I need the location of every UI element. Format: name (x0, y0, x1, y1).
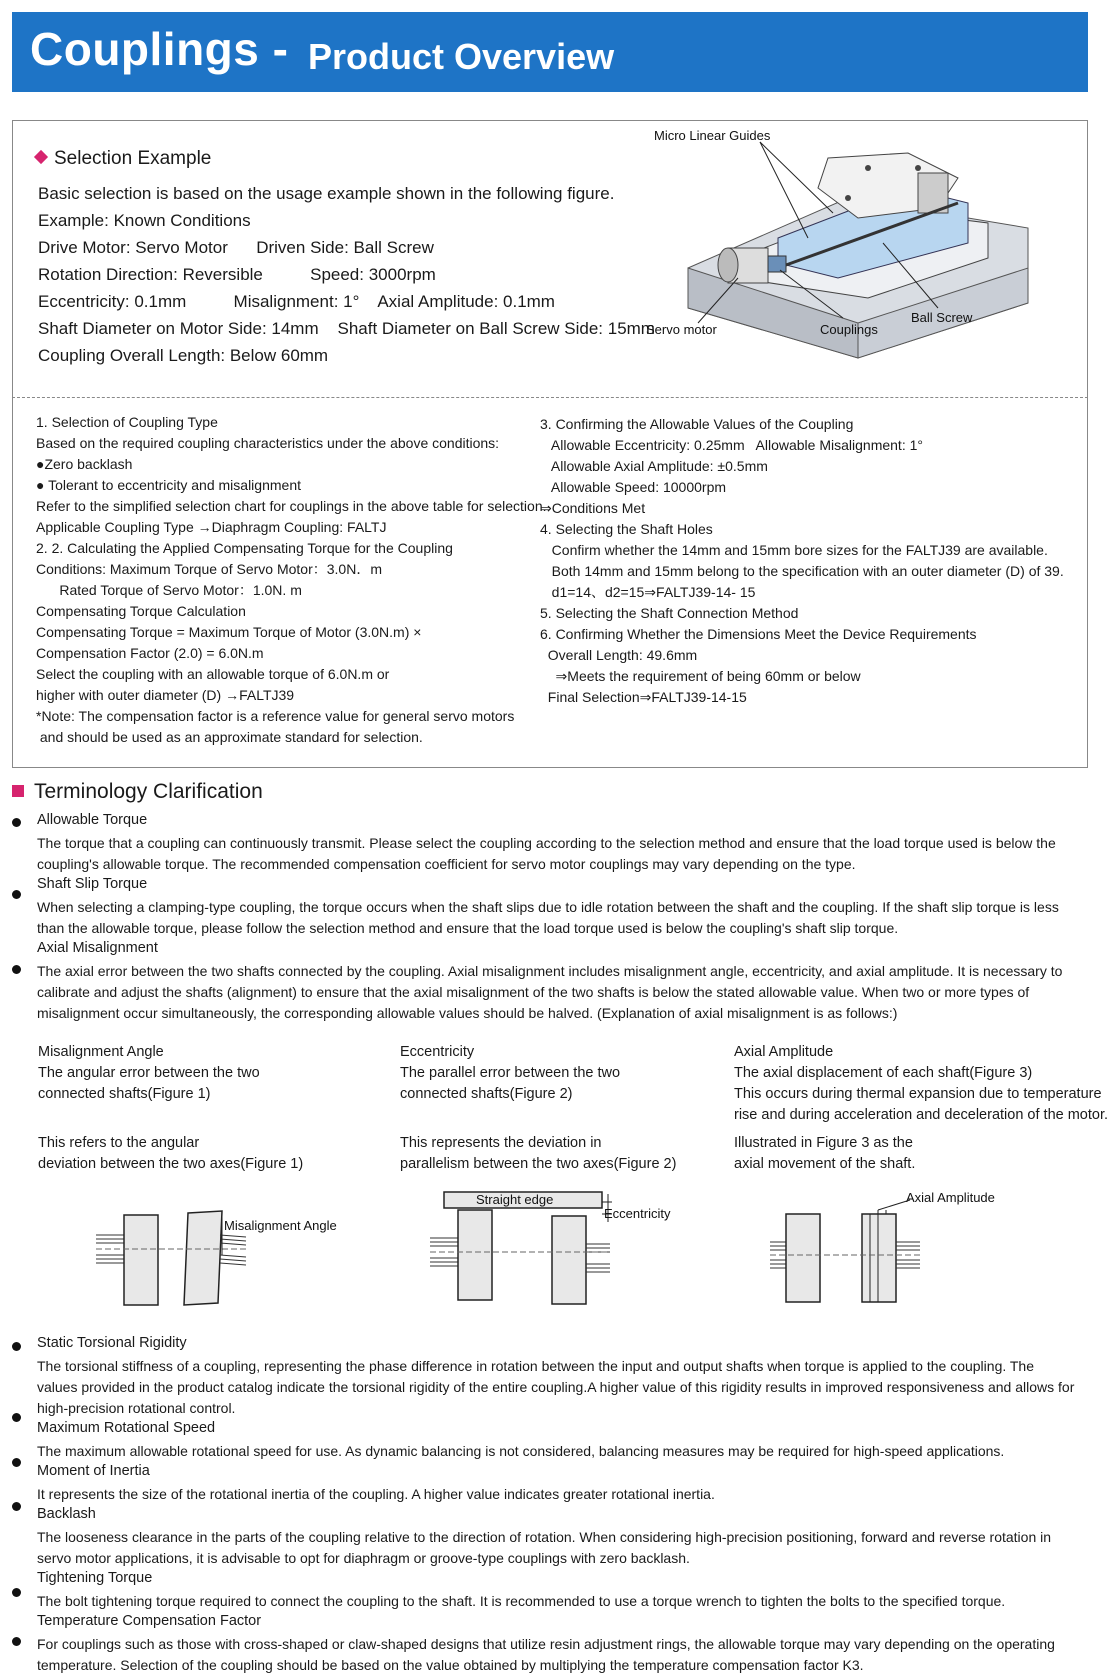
step-right-3: Allowable Speed: 10000rpm (540, 479, 727, 495)
term-axial-misalignment: Axial Misalignment (37, 940, 158, 956)
bullet-icon (12, 1637, 21, 1646)
step-right-2: Allowable Axial Amplitude: ±0.5mm (540, 458, 768, 474)
axial-amplitude-title: Axial Amplitude (734, 1044, 834, 1060)
step-right-5: 4. Selecting the Shaft Holes (540, 521, 713, 537)
label-axial-amplitude: Axial Amplitude (906, 1190, 995, 1205)
step-right-4: ⇒Conditions Met (540, 500, 646, 516)
eccentricity-title: Eccentricity (400, 1044, 475, 1060)
step-left-12: Select the coupling with an allowable torque of 6.0N.m or (36, 666, 390, 682)
step-left-2: ●Zero backlash (36, 456, 133, 472)
axial-amplitude-figure (770, 1190, 1010, 1305)
selection-line: Drive Motor: Servo Motor Driven Side: Ball Screw (38, 238, 434, 257)
term-allowable-torque: Allowable Torque (37, 812, 148, 828)
bullet-icon (12, 1502, 21, 1511)
step-right-12: ⇒Meets the requirement of being 60mm or below (540, 668, 861, 684)
term-desc: The torque that a coupling can continuously transmit. Please select the coupling according to the selection method and ensure that the load torque used is below the coupling's allowable torque. The recommended compensation coefficient for servo motor couplings may vary depending on the type. (37, 835, 1056, 872)
step-left-1: Based on the required coupling characteristics under the above conditions: (36, 435, 500, 451)
term-desc: The axial error between the two shafts connected by the coupling. Axial misalignment includes misalignment angle, eccentricity, and axial amplitude. It is necessary to calibrate and adjust the shafts (alignment) to ensure that the axial misalignment of the two shafts is below the stated allowable value. When two or more types of misalignment occur simultaneously, the corresponding allowable values should be halved. (Explanation of axial misalignment is as follows:) (37, 963, 1063, 1021)
selection-line: Coupling Overall Length: Below 60mm (38, 346, 329, 365)
selection-line: Shaft Diameter on Motor Side: 14mm Shaft Diameter on Ball Screw Side: 15mm (38, 319, 655, 338)
axial-amplitude-desc: axial movement of the shaft. (734, 1156, 916, 1172)
step-left-6: 2. 2. Calculating the Applied Compensating Torque for the Coupling (36, 540, 453, 556)
misalign-angle-desc: deviation between the two axes(Figure 1) (38, 1156, 304, 1172)
step-right-11: Overall Length: 49.6mm (540, 647, 698, 663)
step-right-10: 6. Confirming Whether the Dimensions Meet the Device Requirements (540, 626, 977, 642)
eccentricity-figure (430, 1190, 690, 1305)
axial-amplitude-desc: rise and during acceleration and deceleration of the motor. (734, 1107, 1108, 1123)
axial-amplitude-desc: The axial displacement of each shaft(Figure 3) (734, 1065, 1033, 1081)
selection-line: Rotation Direction: Reversible Speed: 3000rpm (38, 265, 436, 284)
bullet-icon (12, 1458, 21, 1467)
selection-line: Eccentricity: 0.1mm Misalignment: 1° Axial Amplitude: 0.1mm (38, 292, 555, 311)
step-left-13: higher with outer diameter (D) →FALTJ39 (36, 687, 295, 703)
step-left-14: *Note: The compensation factor is a reference value for general servo motors (36, 708, 515, 724)
term-tightening-torque: Tightening Torque (37, 1570, 153, 1586)
step-left-4: Refer to the simplified selection chart for couplings in the above table for selection. (36, 498, 547, 514)
selection-example-title: Selection Example (36, 148, 211, 170)
misalign-angle-title: Misalignment Angle (38, 1044, 164, 1060)
diamond-bullet-icon (34, 150, 48, 164)
bullet-icon (12, 890, 21, 899)
eccentricity-desc: The parallel error between the two (400, 1065, 621, 1081)
step-right-7: Both 14mm and 15mm belong to the specification with an outer diameter (D) of 39. (540, 563, 1064, 579)
page-header (12, 12, 1088, 92)
step-right-1: Allowable Eccentricity: 0.25mm Allowable Misalignment: 1° (540, 437, 923, 453)
bullet-icon (12, 818, 21, 827)
bullet-icon (12, 965, 21, 974)
square-bullet-icon (12, 785, 24, 797)
term-static-torsional-rigidity: Static Torsional Rigidity (37, 1335, 187, 1351)
step-left-3: ● Tolerant to eccentricity and misalignment (36, 477, 301, 493)
page-title: Couplings - (30, 23, 289, 75)
step-left-5: Applicable Coupling Type →Diaphragm Coupling: FALTJ (36, 519, 387, 535)
misalign-angle-desc: connected shafts(Figure 1) (38, 1086, 211, 1102)
step-right-8: d1=14、d2=15⇒FALTJ39-14- 15 (540, 584, 756, 600)
axial-amplitude-desc: This occurs during thermal expansion due to temperature (734, 1086, 1102, 1102)
step-right-6: Confirm whether the 14mm and 15mm bore sizes for the FALTJ39 are available. (540, 542, 1048, 558)
term-desc: For couplings such as those with cross-shaped or claw-shaped designs that utilize resin adjustment rings, the allowable torque may vary depending on the operating temperature. Selection of the coupling should be based on the value obtained by multiplying the temperature compensation factor K3. (37, 1636, 1055, 1673)
step-left-8: Rated Torque of Servo Motor：1.0N. m (36, 582, 302, 598)
label-ball-screw: Ball Screw (911, 310, 973, 325)
axial-amplitude-desc: Illustrated in Figure 3 as the (734, 1135, 913, 1151)
step-left-15: and should be used as an approximate standard for selection. (36, 729, 423, 745)
eccentricity-desc: This represents the deviation in (400, 1135, 602, 1151)
step-left-11: Compensation Factor (2.0) = 6.0N.m (36, 645, 264, 661)
term-desc: The looseness clearance in the parts of the coupling relative to the direction of rotation. When considering high-precision positioning, forward and reverse rotation in servo motor applications, it is advisable to opt for diaphragm or groove-type couplings with zero backlash. (37, 1529, 1052, 1566)
eccentricity-desc: connected shafts(Figure 2) (400, 1086, 573, 1102)
label-micro-linear-guides: Micro Linear Guides (654, 128, 771, 143)
selection-line: Basic selection is based on the usage example shown in the following figure. (38, 184, 615, 203)
step-left-10: Compensating Torque = Maximum Torque of Motor (3.0N.m) × (36, 624, 422, 640)
eccentricity-desc: parallelism between the two axes(Figure 2) (400, 1156, 677, 1172)
selection-line: Example: Known Conditions (38, 211, 251, 230)
step-left-0: 1. Selection of Coupling Type (36, 414, 218, 430)
label-eccentricity: Eccentricity (604, 1206, 671, 1221)
term-desc: It represents the size of the rotational inertia of the coupling. A higher value indicates greater rotational inertia. (37, 1486, 715, 1502)
bullet-icon (12, 1413, 21, 1422)
term-temperature-compensation: Temperature Compensation Factor (37, 1613, 262, 1629)
term-desc: When selecting a clamping-type coupling, the torque occurs when the shaft slips due to idle rotation between the shaft and the coupling. If the shaft slip torque is less than the allowable torque, please follow the selection method and ensure that the load torque used is below the coupling's shaft slip torque. (37, 899, 1059, 936)
term-moment-of-inertia: Moment of Inertia (37, 1463, 150, 1479)
label-straight-edge: Straight edge (476, 1192, 554, 1207)
label-couplings: Couplings (820, 322, 878, 337)
step-right-13: Final Selection⇒FALTJ39-14-15 (540, 689, 747, 705)
page-subtitle: Product Overview (308, 36, 615, 77)
step-right-0: 3. Confirming the Allowable Values of the Coupling (540, 416, 854, 432)
term-shaft-slip-torque: Shaft Slip Torque (37, 876, 148, 892)
term-desc: The maximum allowable rotational speed for use. As dynamic balancing is not considered, balancing measures may be required for high-speed applications. (37, 1443, 1005, 1459)
term-backlash: Backlash (37, 1506, 96, 1522)
bullet-icon (12, 1588, 21, 1597)
misalign-angle-desc: This refers to the angular (38, 1135, 200, 1151)
bullet-icon (12, 1342, 21, 1351)
label-misalignment-angle: Misalignment Angle (224, 1218, 337, 1233)
term-desc: The torsional stiffness of a coupling, representing the phase difference in rotation between the input and output shafts when torque is applied to the coupling. The values provided in the product catalog indicate the torsional rigidity of the entire coupling.A higher value of this rigidity results in improved responsiveness and allows for high-precision rotational control. (37, 1358, 1075, 1416)
step-right-9: 5. Selecting the Shaft Connection Method (540, 605, 799, 621)
term-desc: The bolt tightening torque required to connect the coupling to the shaft. It is recommended to use a torque wrench to tighten the bolts to the specified torque. (37, 1593, 1006, 1609)
misalign-angle-desc: The angular error between the two (38, 1065, 260, 1081)
step-left-7: Conditions: Maximum Torque of Servo Motor：3.0N．m (36, 561, 382, 577)
terminology-title: Terminology Clarification (12, 780, 263, 804)
linear-guide-illustration (646, 128, 1048, 368)
term-max-rotational-speed: Maximum Rotational Speed (37, 1420, 216, 1436)
misalignment-angle-figure (96, 1195, 366, 1305)
label-servo-motor: Servo motor (646, 322, 717, 337)
step-left-9: Compensating Torque Calculation (36, 603, 246, 619)
